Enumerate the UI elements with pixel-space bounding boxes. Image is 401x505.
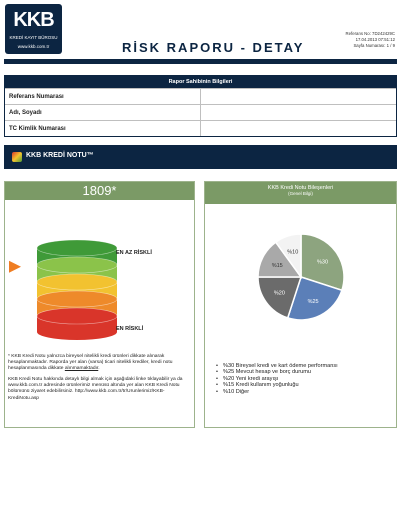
legend-item: • %25 Mevcut hesap ve borç durumu [216, 369, 338, 375]
owner-row-label: TC Kimlik Numarası [9, 126, 66, 132]
owner-row-value [200, 105, 396, 120]
note-paragraph-2 [8, 377, 193, 401]
pie-slice-label: %30 [317, 259, 329, 266]
note-text: KKB Kredi Notu hakkında detaylı bilgi almak için aşağıdaki linke tıklayabilir ya da www.kkb.com.tr adresinde ürünlerimiz menüsü altında yer alan KKB Kredi Notu bölümünü ziyaret edebilirsiniz. [8, 377, 183, 395]
header-divider [4, 59, 397, 64]
owner-info-title: Rapor Sahibinin Bilgileri [5, 76, 396, 88]
gauge-band-bottom [37, 324, 117, 340]
owner-row [5, 88, 396, 104]
logo-letters: KKB [13, 9, 54, 31]
owner-row-label: Adı, Soyadı [9, 110, 42, 116]
pie-slice-label: %25 [307, 298, 319, 305]
logo-subtitle: KREDİ KAYIT BÜROSU [9, 35, 58, 40]
components-header [205, 182, 396, 204]
gauge-band-top [37, 274, 117, 290]
kredi-notu-banner [4, 145, 397, 169]
components-pie-chart [205, 204, 396, 354]
pie-slice-label: %10 [287, 249, 299, 256]
legend-item: • %10 Diğer [216, 389, 338, 395]
logo-url: www.kkb.com.tr [17, 44, 50, 49]
reference-number: Referans No: 7D242429C [345, 31, 395, 36]
owner-row [5, 104, 396, 120]
score-pointer-icon [9, 261, 21, 273]
components-subtitle: (Genel Bilgi) [288, 191, 313, 196]
gauge-bottom-label: EN RİSKLİ [116, 326, 144, 332]
components-legend [216, 363, 338, 395]
owner-row-value [200, 121, 396, 136]
score-notes [8, 354, 193, 402]
legend-item: • %15 Kredi kullanım yoğunluğu [216, 382, 338, 388]
score-gauge [5, 200, 194, 370]
owner-row-value [200, 89, 396, 104]
legend-item: • %30 Bireysel kredi ve kart ödeme performansı [216, 363, 338, 369]
report-meta [346, 31, 395, 49]
report-datetime: 17.04.2013 07:51:12 [355, 37, 395, 42]
page-title: RİSK RAPORU - DETAY [122, 40, 305, 55]
note-link[interactable]: alınmamaktadır [64, 366, 99, 372]
pie-slice-label: %15 [271, 262, 283, 269]
components-title: KKB Kredi Notu Bileşenleri [267, 185, 334, 191]
page-number: Sayfa Numarası: 1 / 9 [353, 43, 395, 48]
gauge-band-top [37, 257, 117, 273]
kkb-logo [5, 4, 62, 54]
owner-row-label: Referans Numarası [9, 94, 64, 100]
note-text-end: . [98, 366, 100, 372]
legend-item: • %20 Yeni kredi arayışı [216, 376, 338, 382]
gauge-band-top [37, 240, 117, 256]
score-value: 1809* [5, 182, 194, 200]
kredi-notu-url[interactable]: http://www.kkb.com.tr/tr/Urunlerimiz/KKB-KrediNotu.asp [8, 389, 165, 401]
gauge-top-label: EN AZ RİSKLİ [116, 250, 152, 256]
gauge-band-top [37, 291, 117, 307]
owner-info-table [4, 75, 397, 137]
gauge-band-top [37, 308, 117, 324]
note-text: * KKB Kredi Notu yalnızca bireysel nitelikli kredi ürünleri dikkate alınarak hesaplanmaktadır. Raporda yer alan (varsa) ticari nitelikli krediler, kredi notu hesaplanmasında dikkate [8, 354, 173, 372]
pie-slice-label: %20 [273, 290, 285, 297]
owner-row [5, 120, 396, 136]
kredi-notu-label: KKB KREDİ NOTU™ [26, 152, 94, 159]
kkb-mark-icon [12, 152, 22, 162]
note-paragraph [8, 354, 193, 372]
